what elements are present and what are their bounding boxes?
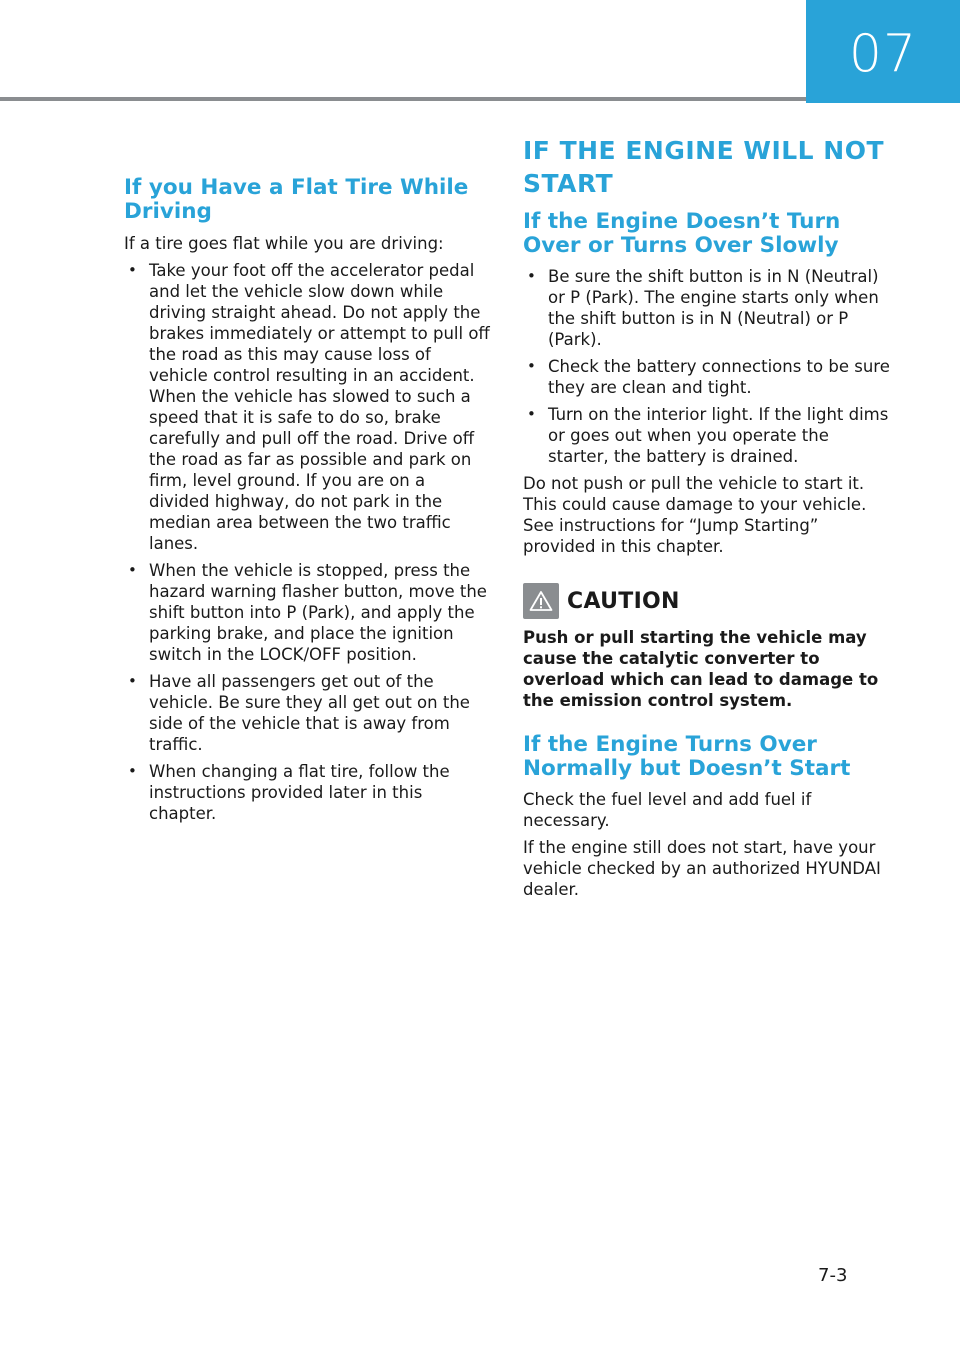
list-item: • Be sure the shift button is in N (Neutral) or P (Park). The engine starts only when the shift button is in N (Neutral) or P (Park). <box>523 266 893 350</box>
caution-header <box>523 583 893 619</box>
right-column <box>523 0 893 900</box>
list-item: • Check the battery connections to be sure they are clean and tight. <box>523 356 893 398</box>
caution-title: CAUTION <box>567 588 680 614</box>
slow-crank-heading: If the Engine Doesn’t Turn Over or Turns Over Slowly <box>523 209 841 258</box>
section-heading: IF THE ENGINE WILL NOT START <box>523 136 885 198</box>
flat-tire-list <box>124 260 490 824</box>
caution-text: Push or pull starting the vehicle may cause the catalytic converter to overload which can lead to damage to the emission control system. <box>523 628 879 710</box>
chapter-number: 07 <box>848 23 918 84</box>
list-item: • When changing a flat tire, follow the instructions provided later in this chapter. <box>124 761 490 824</box>
page-number: 7-3 <box>818 1265 848 1286</box>
warning-triangle-icon <box>523 583 559 619</box>
dealer-check-text: If the engine still does not start, have your vehicle checked by an authorized HYUNDAI dealer. <box>523 838 881 899</box>
list-item: • Turn on the interior light. If the light dims or goes out when you operate the starter, the battery is drained. <box>523 404 893 467</box>
slow-crank-list <box>523 266 893 467</box>
flat-tire-heading: If you Have a Flat Tire While Driving <box>124 175 469 224</box>
list-item: • When the vehicle is stopped, press the hazard warning flasher button, move the shift button into P (Park), and apply the parking brake, and place the ignition switch in the LOCK/OFF position. <box>124 560 490 665</box>
list-item: • Have all passengers get out of the vehicle. Be sure they all get out on the side of the vehicle that is away from traffic. <box>124 671 490 755</box>
left-column <box>124 0 490 824</box>
push-start-note: Do not push or pull the vehicle to start it. This could cause damage to your vehicle. See instructions for “Jump Starting” provided in this chapter. <box>523 474 867 556</box>
list-item: • Take your foot off the accelerator pedal and let the vehicle slow down while driving straight ahead. Do not apply the brakes immediately or attempt to pull off the road as this may cause loss of vehicle control resulting in an accident. When the vehicle has slowed to such a speed that it is safe to do so, brake carefully and pull off the road. Drive off the road as far as possible and park on firm, level ground. If you are on a divided highway, do not park in the median area between the two traffic lanes. <box>124 260 490 554</box>
flat-tire-intro: If a tire goes flat while you are driving: <box>124 234 444 253</box>
caution-box <box>523 583 893 711</box>
fuel-check-text: Check the fuel level and add fuel if necessary. <box>523 790 812 830</box>
no-start-heading: If the Engine Turns Over Normally but Doesn’t Start <box>523 732 851 781</box>
